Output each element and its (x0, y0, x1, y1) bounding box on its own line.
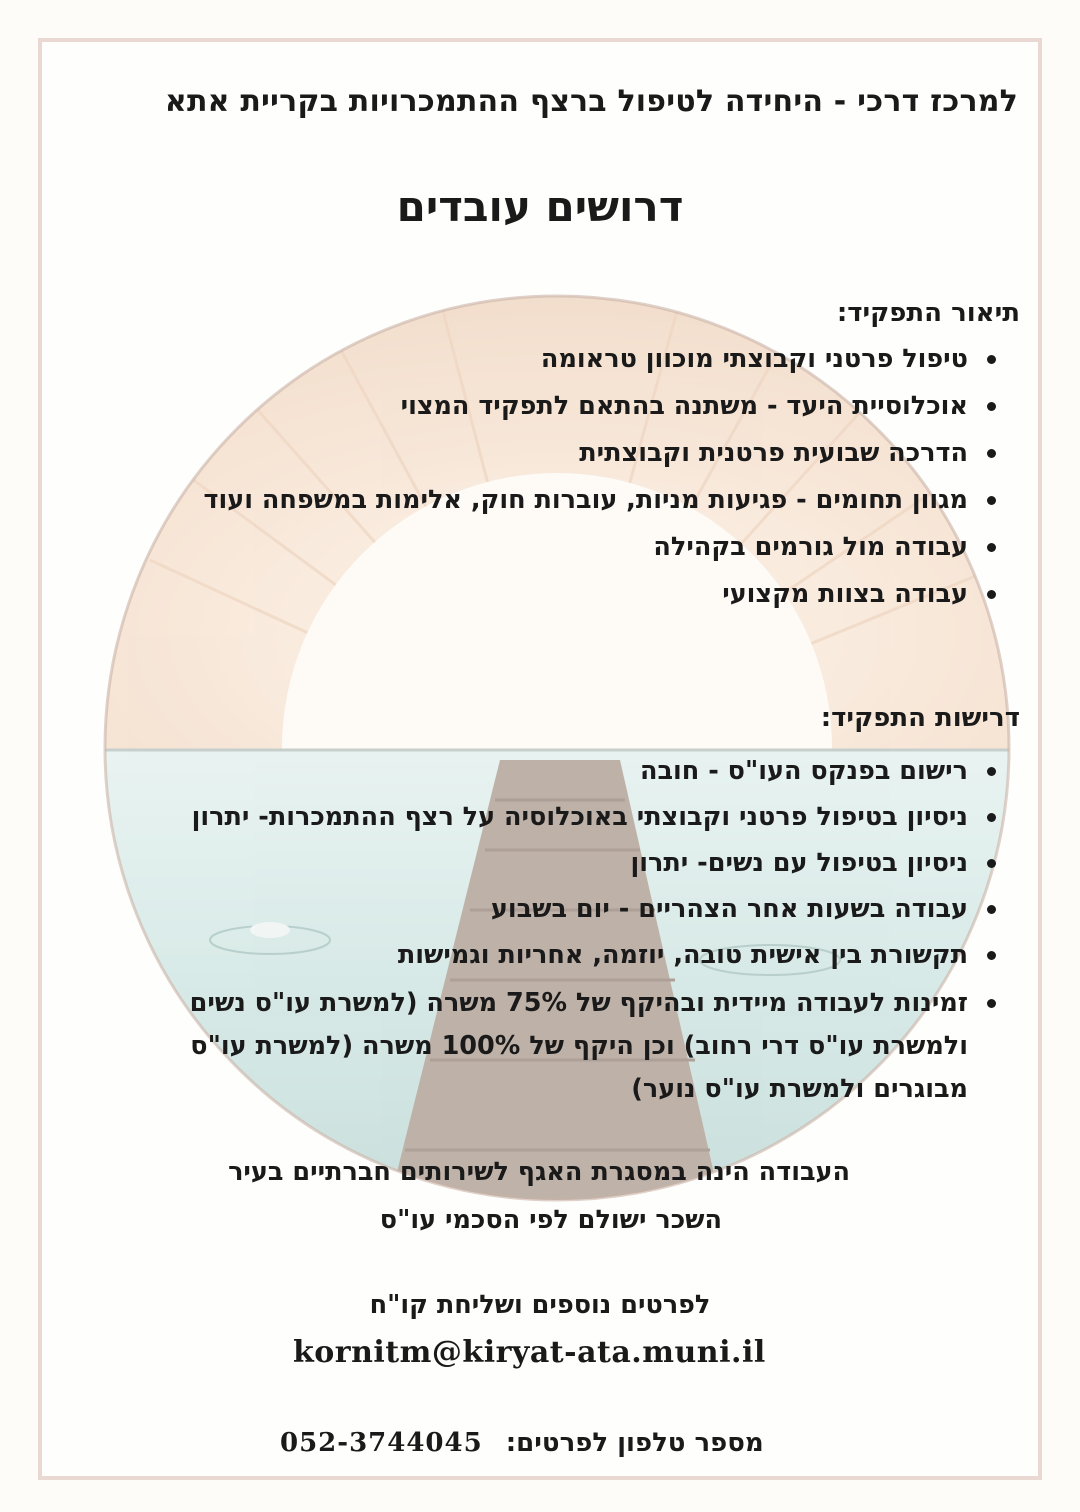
phone-label: מספר טלפון לפרטים: (505, 1428, 764, 1458)
requirements-list (138, 752, 1002, 1111)
list-item: רישום בפנקס העו"ס - חובה (138, 752, 1002, 798)
department-note: העבודה הינה במסגרת האגף לשירותים חברתיים בעיר (228, 1157, 850, 1187)
list-item: תקשורת בין אישית טובה, יוזמה, אחריות וגמישות (138, 936, 1002, 982)
list-item: עבודה מול גורמים בקהילה (203, 528, 1002, 575)
contact-instructions: לפרטים נוספים ושליחת קו"ח (369, 1290, 711, 1320)
list-item: ניסיון בטיפול עם נשים- יתרון (138, 844, 1002, 890)
header-org-name: למרכז דרכי - היחידה לטיפול ברצף ההתמכרויות בקריית אתא (164, 84, 1018, 119)
phone-number[interactable]: 052-3744045 (280, 1428, 483, 1458)
requirements-title: דרישות התפקיד: (820, 703, 1020, 733)
list-item: מגוון תחומים - פגיעות מניות, עוברות חוק, אלימות במשפחה ועוד (203, 481, 1002, 528)
list-item: זמינות לעבודה מיידית ובהיקף של 75% משרה (למשרת עו"ס נשים ולמשרת עו"ס דרי רחוב) וכן היקף של 100% משרה (למשרת עו"ס מבוגרים ולמשרת עו"ס נוער) (138, 982, 1002, 1111)
job-description-list (203, 340, 1002, 622)
list-item: עבודה בשעות אחר הצהריים - יום בשבוע (138, 890, 1002, 936)
list-item: הדרכה שבועית פרטנית וקבוצתית (203, 434, 1002, 481)
list-item: ניסיון בטיפול פרטני וקבוצתי באוכלוסיה על רצף ההתמכרות- יתרון (138, 798, 1002, 844)
salary-note: השכר ישולם לפי הסכמי עו"ס (379, 1205, 722, 1235)
list-item: אוכלוסיית היעד - משתנה בהתאם לתפקיד המצוי (203, 387, 1002, 434)
list-item: טיפול פרטני וקבוצתי מוכוון טראומה (203, 340, 1002, 387)
job-description-title: תיאור התפקיד: (836, 298, 1020, 328)
email-link[interactable]: kornitm@kiryat-ata.muni.il (293, 1335, 766, 1370)
list-item: עבודה בצוות מקצועי (203, 575, 1002, 622)
page-title: דרושים עובדים (396, 182, 684, 231)
phone-row (280, 1428, 764, 1458)
